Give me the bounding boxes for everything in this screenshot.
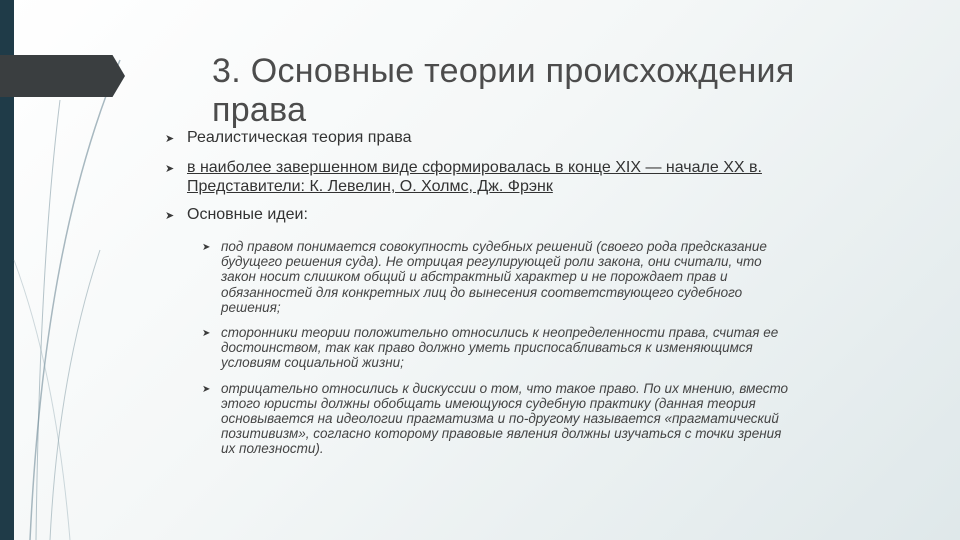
arrow-right-icon: ➤ bbox=[202, 328, 211, 340]
sub-bullet-item bbox=[202, 325, 797, 371]
arrow-right-icon: ➤ bbox=[165, 133, 175, 145]
slide-content bbox=[165, 128, 815, 467]
arrow-right-icon: ➤ bbox=[165, 210, 175, 222]
sub-bullet-item bbox=[202, 381, 797, 457]
sub-bullet-item bbox=[202, 239, 797, 315]
bullet-item bbox=[165, 128, 815, 149]
bullet-text: Реалистическая теория права bbox=[187, 129, 412, 146]
bullet-item bbox=[165, 158, 815, 196]
title-marker-shape bbox=[0, 55, 125, 97]
bullet-text: в наиболее завершенном виде сформировалась в конце XIX — начале XX в. Представители: К. Левелин, О. Холмс, Дж. Фрэнк bbox=[187, 159, 762, 195]
arrow-right-icon: ➤ bbox=[202, 242, 211, 253]
slide-title: 3. Основные теории происхождения права bbox=[212, 52, 795, 129]
arrow-right-icon: ➤ bbox=[202, 383, 211, 395]
arrow-right-icon: ➤ bbox=[165, 163, 175, 175]
sub-bullet-text: под правом понимается совокупность судебных решений (своего рода предсказание будущего решения суда). Не отрицая регулирующей роли закона, они считали, что закон носит слишком общий и абстрактный характер и не порождает прав и обязанностей для конкретных лиц до вынесения соответствующего судебного решения; bbox=[221, 239, 767, 315]
sub-bullet-text: сторонники теории положительно относились к неопределенности права, считая ее достоинством, так как право должно уметь приспосабливаться к изменяющимся условиям социальной жизни; bbox=[221, 325, 779, 371]
bullet-item bbox=[165, 205, 815, 226]
sub-bullet-text: отрицательно относились к дискуссии о том, что такое право. По их мнению, вместо этого юристы должны обобщать имеющуюся судебную практику (данная теория основывается на идеологии прагматизма и по-другому называется «прагматический позитивизм», согласно которому правовые явления должны изучаться с точки зрения их полезности). bbox=[221, 380, 789, 457]
bullet-text: Основные идеи: bbox=[187, 206, 308, 223]
